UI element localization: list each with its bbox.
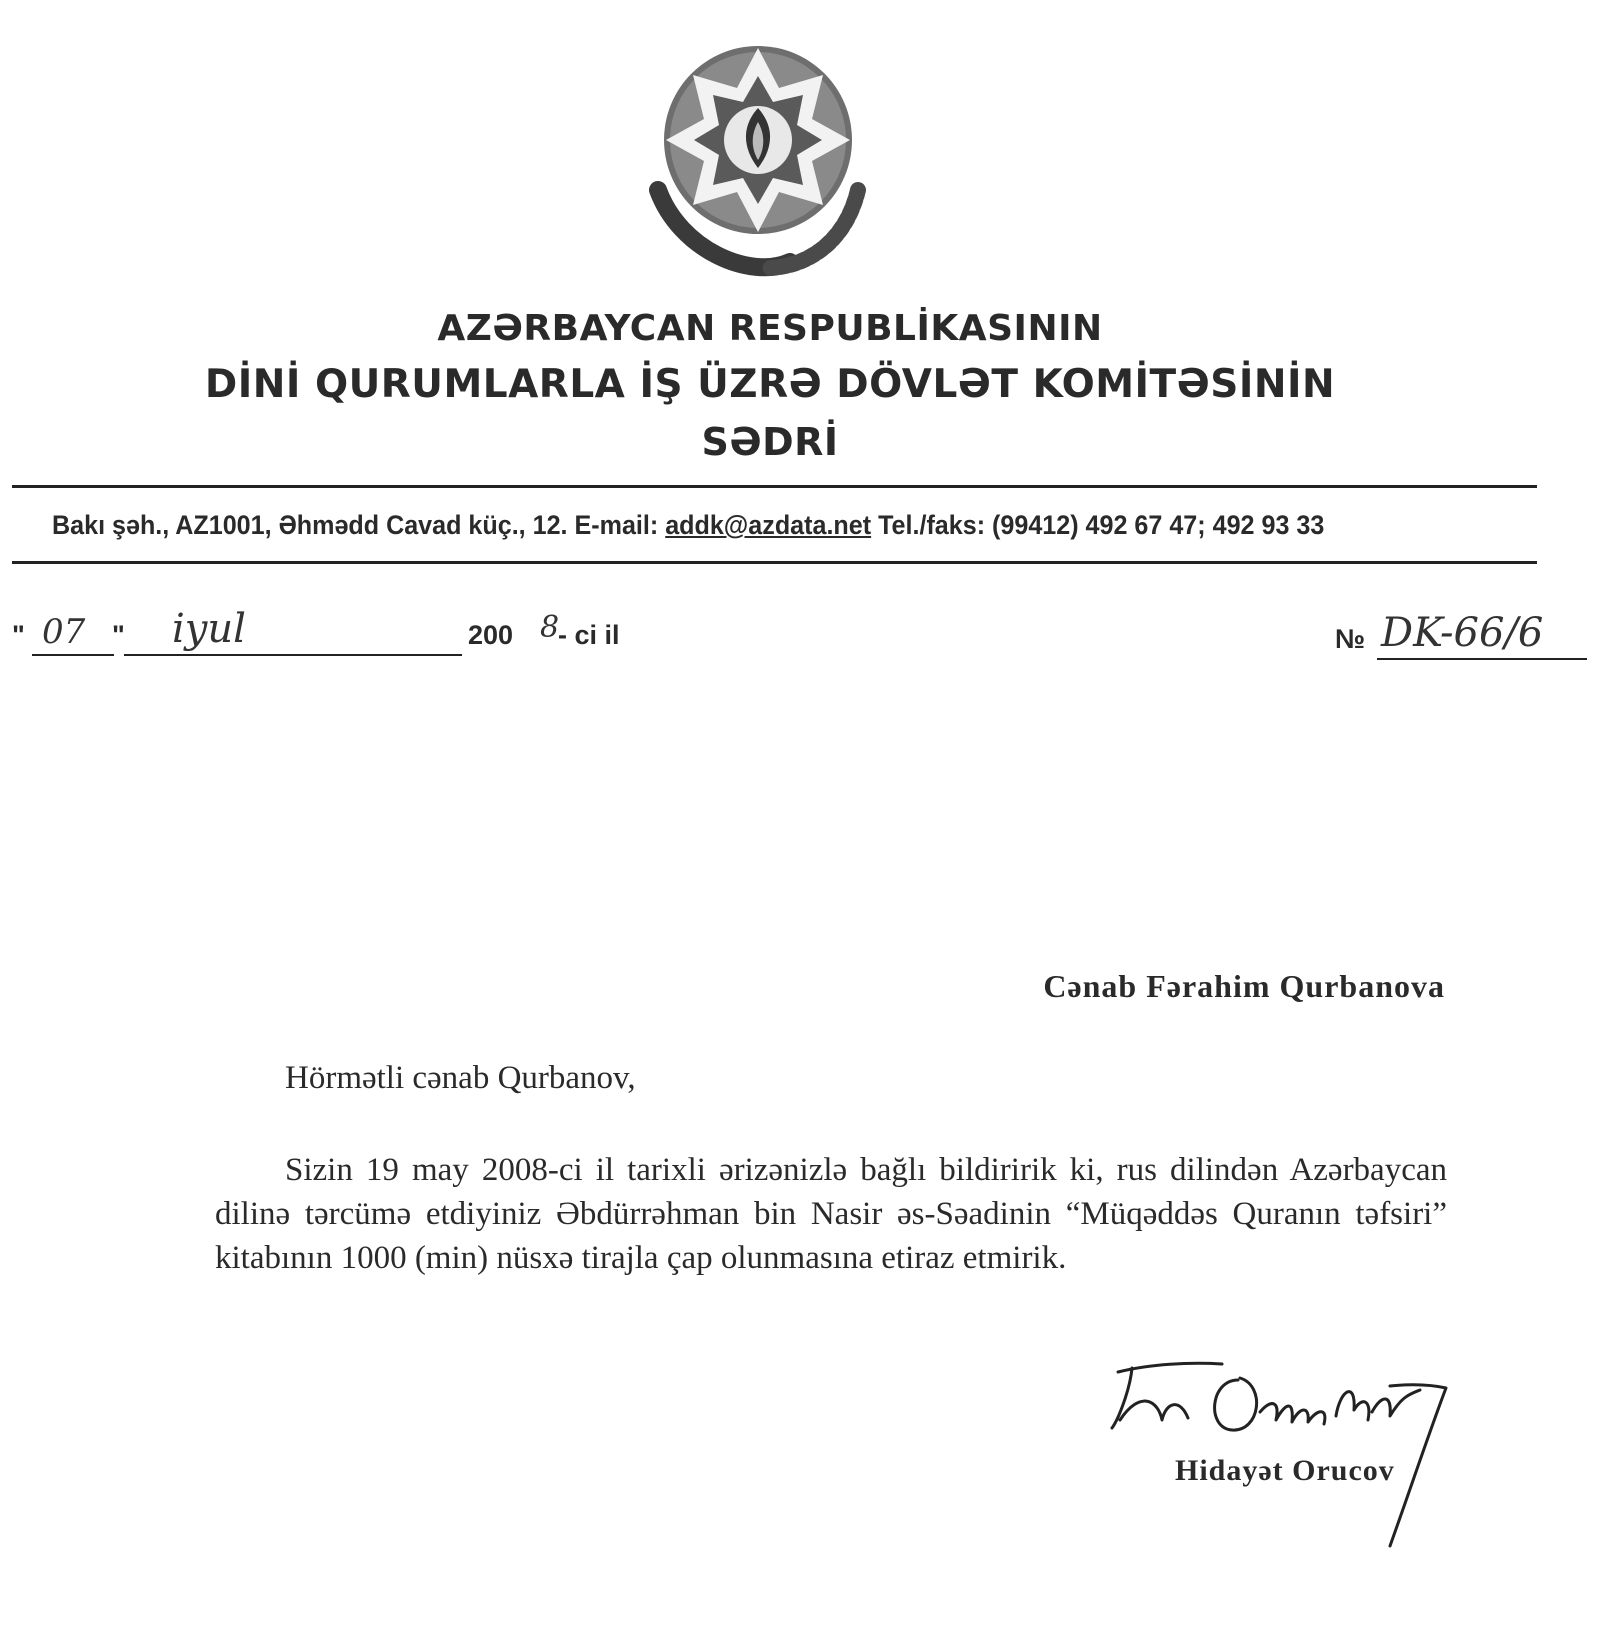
date-month-underline	[124, 654, 462, 656]
letterhead-line-1: AZƏRBAYCAN RESPUBLİKASININ	[437, 308, 1103, 349]
date-day-handwritten: 07	[42, 612, 86, 652]
contact-address: Bakı şəh., AZ1001, Əhmədd Cavad küç., 12. E-mail:	[52, 510, 666, 540]
letter-body	[215, 1148, 1447, 1280]
letterhead-line-2: DİNİ QURUMLARLA İŞ ÜZRƏ DÖVLƏT KOMİTƏSİNİN	[204, 362, 1336, 407]
date-year-handwritten-digit: 8	[540, 610, 560, 645]
reference-number-handwritten: DK-66/6	[1381, 610, 1544, 656]
signer-name: Hidayət Orucov	[1175, 1454, 1395, 1487]
contact-phone: Tel./faks: (99412) 492 67 47; 492 93 33	[871, 510, 1325, 540]
date-day-underline	[32, 654, 114, 656]
header-rule-bottom	[12, 561, 1537, 564]
number-sign: №	[1335, 624, 1366, 654]
greeting: Hörmətli cənab Qurbanov,	[285, 1060, 636, 1096]
date-month-handwritten: iyul	[172, 606, 246, 652]
date-quote-open: "	[12, 620, 25, 650]
letterhead-line-3: SƏDRİ	[701, 420, 839, 464]
contact-email-link[interactable]: addk@azdata.net	[665, 510, 872, 540]
date-year-prefix: 200	[468, 620, 514, 650]
date-year-suffix: - ci il	[558, 620, 620, 650]
letter-body-text: Sizin 19 may 2008-ci il tarixli ərizənizlə bağlı bildiririk ki, rus dilindən Azərbaycan dilinə tərcümə etdiyiniz Əbdürrəhman bin Nasir əs-Səadinin “Müqəddəs Quranın təfsiri” kitabının 1000 (min) nüsxə tirajla çap olunmasına etiraz etmirik.	[215, 1152, 1447, 1276]
date-line	[12, 606, 712, 660]
addressee: Cənab Fərahim Qurbanova	[1043, 968, 1445, 1004]
contact-line	[52, 510, 1428, 541]
state-emblem-icon	[640, 40, 880, 280]
reference-number-block	[1335, 610, 1595, 674]
header-rule-top	[12, 485, 1537, 488]
date-quote-close: "	[112, 620, 125, 650]
reference-underline	[1377, 658, 1587, 660]
